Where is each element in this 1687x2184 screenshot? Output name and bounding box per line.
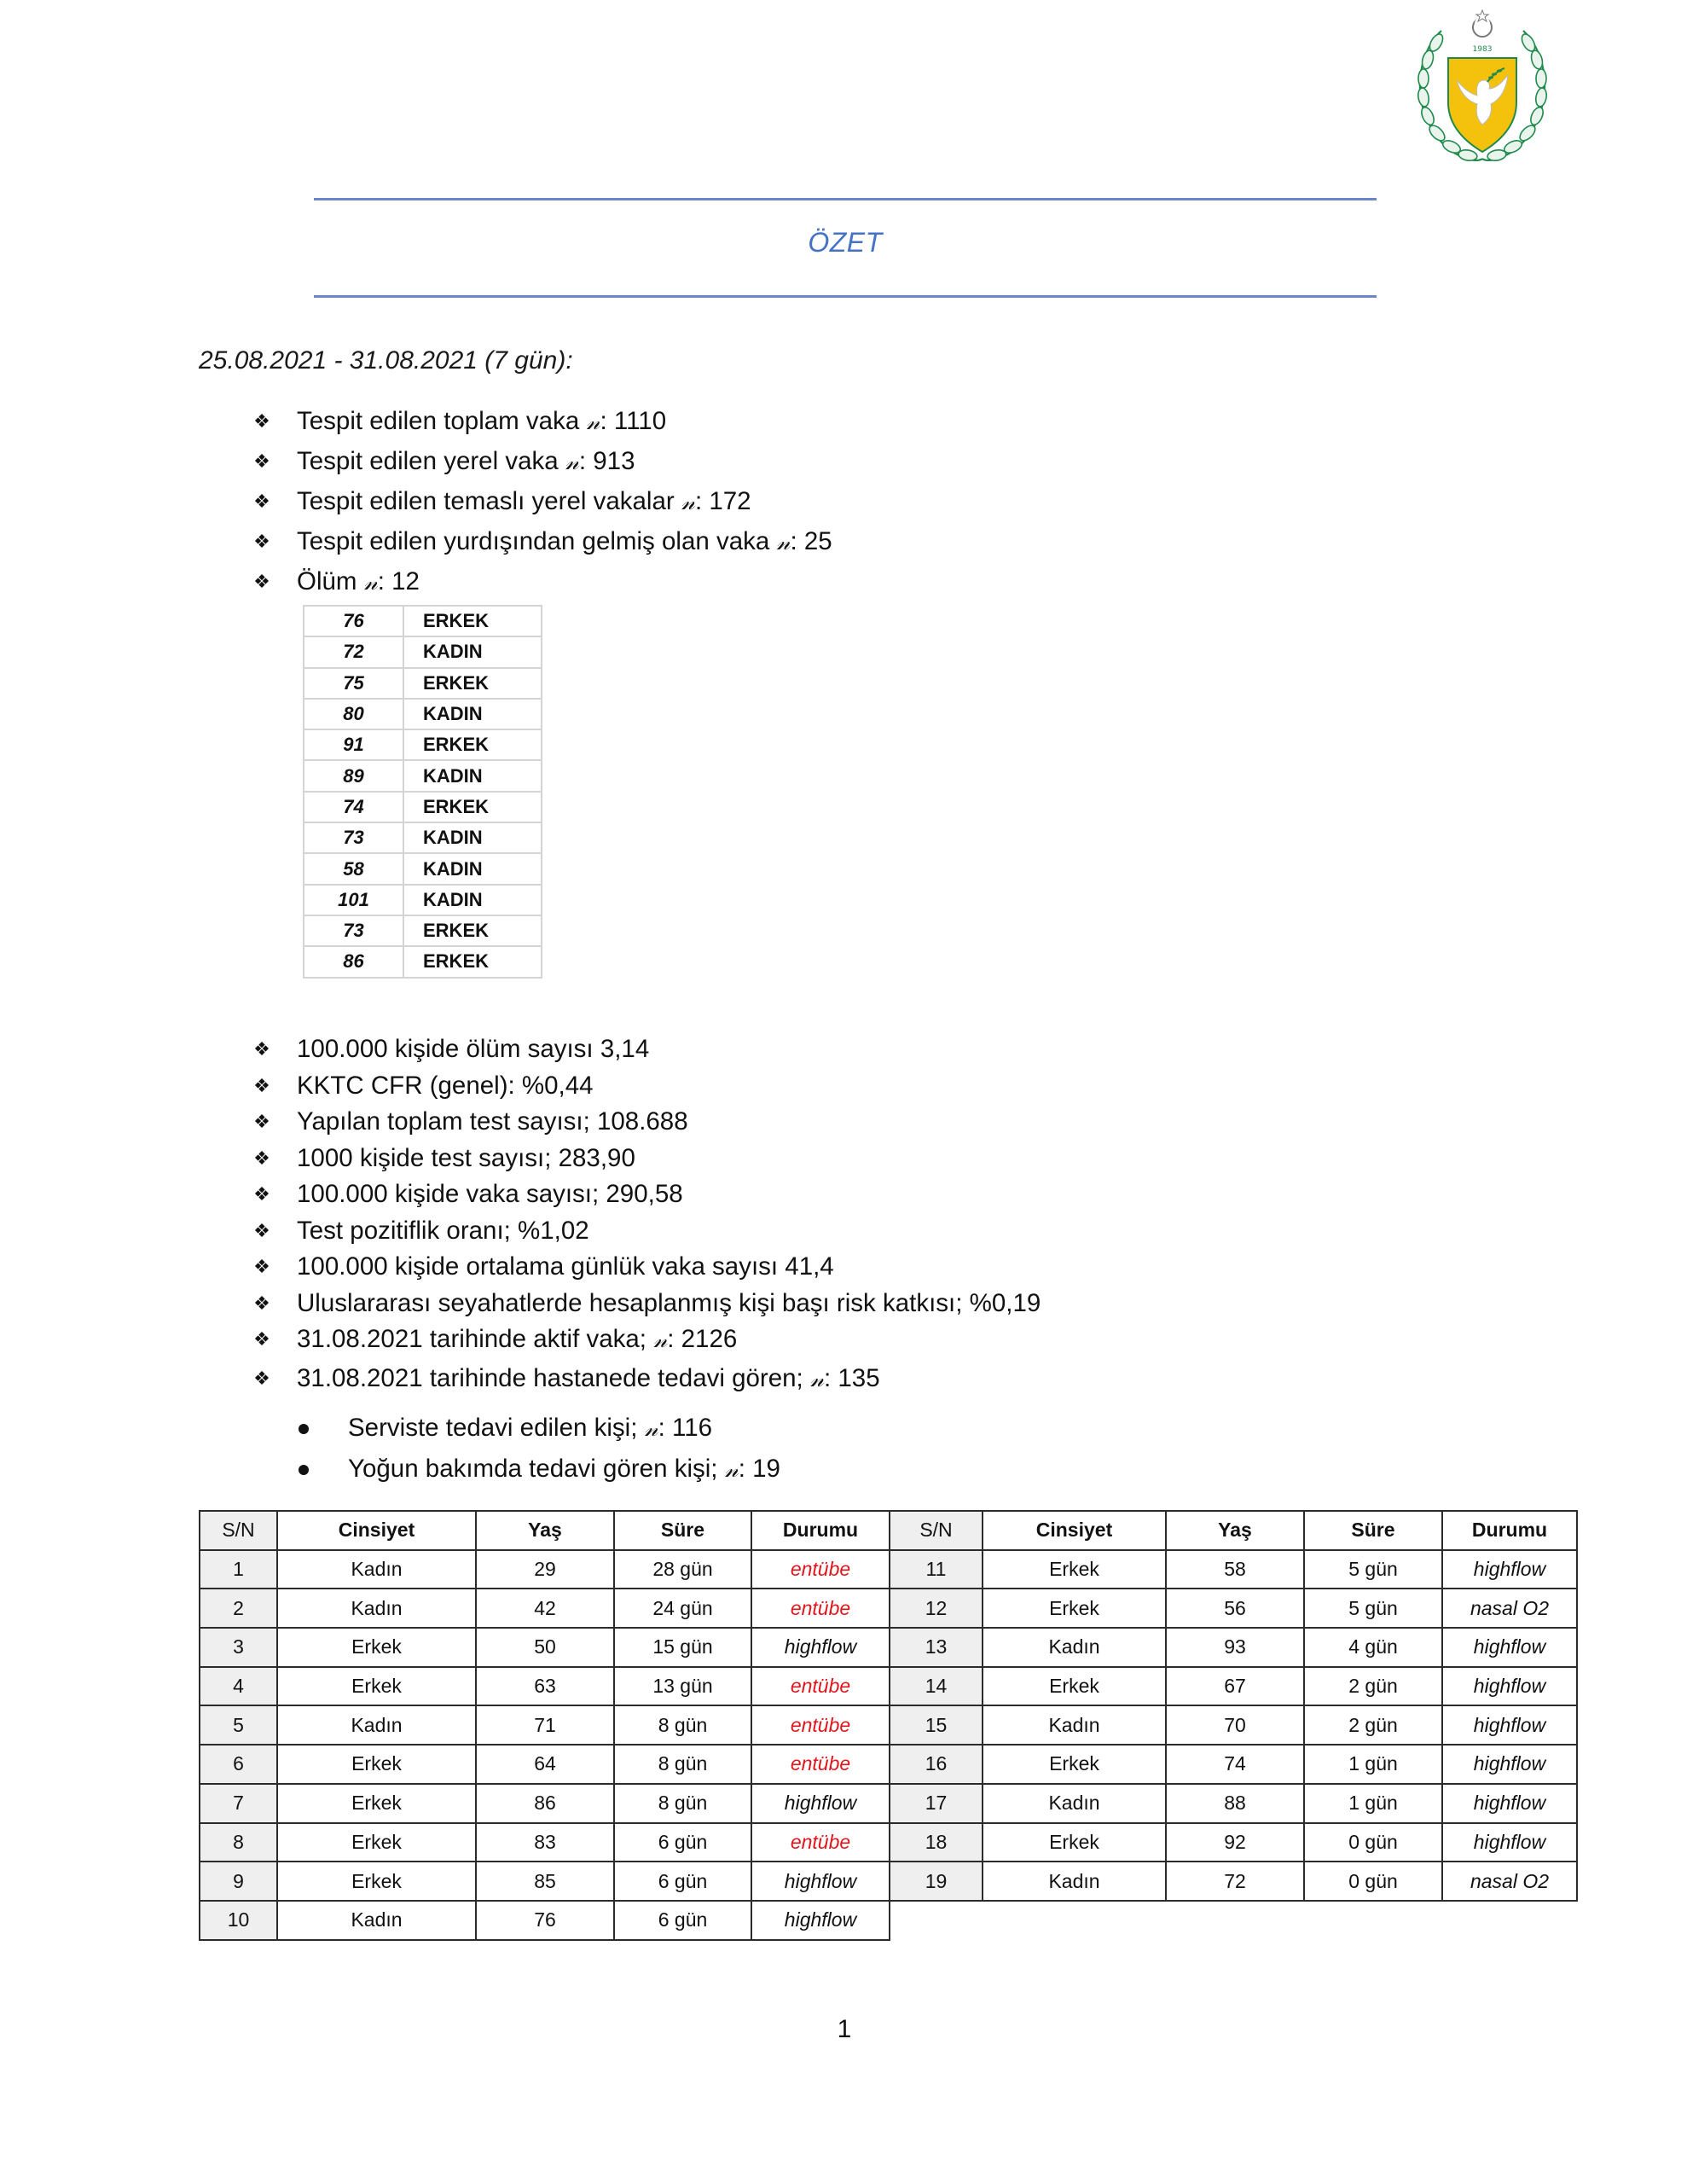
patient-age: 85 <box>476 1862 614 1901</box>
table-row <box>304 885 542 915</box>
death-age: 72 <box>304 636 403 667</box>
death-age: 101 <box>304 885 403 915</box>
death-age: 73 <box>304 822 403 853</box>
n-symbol: 𝓃 <box>644 1416 658 1442</box>
death-age: 86 <box>304 946 403 977</box>
table-row <box>304 822 542 853</box>
patient-age: 56 <box>1166 1589 1304 1628</box>
patient-status: highflow <box>1442 1705 1577 1745</box>
death-sex: KADIN <box>403 699 542 729</box>
death-age: 73 <box>304 915 403 946</box>
patient-sn: 18 <box>890 1823 983 1862</box>
table-row <box>200 1667 1577 1706</box>
coat-of-arms-emblem-icon <box>1406 7 1559 169</box>
patient-sex: Erkek <box>277 1823 476 1862</box>
patient-sn: 7 <box>200 1784 277 1823</box>
page-number: 1 <box>837 2015 852 2043</box>
diamond-bullet-icon: ❖ <box>253 1256 270 1277</box>
patient-sn: 8 <box>200 1823 277 1862</box>
table-header-row <box>200 1511 1577 1550</box>
death-age: 91 <box>304 729 403 760</box>
patient-duration: 8 gün <box>614 1745 751 1784</box>
patient-sn: 1 <box>200 1550 277 1589</box>
n-symbol: 𝓃 <box>724 1457 739 1483</box>
summary-value: : 913 <box>578 447 635 475</box>
hospitalized-patients-table <box>199 1510 1578 1941</box>
table-row <box>200 1823 1577 1862</box>
patient-duration: 5 gün <box>1304 1589 1442 1628</box>
stat-text: 100.000 kişide ölüm sayısı 3,14 <box>297 1035 650 1063</box>
summary-value: : 172 <box>694 487 751 515</box>
patient-age: 72 <box>1166 1862 1304 1901</box>
table-row <box>200 1628 1577 1667</box>
diamond-bullet-icon: ❖ <box>253 491 270 512</box>
stat-value: : 135 <box>823 1363 880 1392</box>
stat-text: Test pozitiflik oranı; %1,02 <box>297 1216 589 1245</box>
diamond-bullet-icon: ❖ <box>253 571 270 592</box>
patient-sex: Erkek <box>277 1745 476 1784</box>
table-row <box>200 1862 1577 1901</box>
stat-text: 31.08.2021 tarihinde hastanede tedavi gören; <box>297 1363 810 1392</box>
death-sex: KADIN <box>403 885 542 915</box>
patient-sn: 19 <box>890 1862 983 1901</box>
table-row <box>200 1589 1577 1628</box>
patient-age: 93 <box>1166 1628 1304 1667</box>
col-sex: Cinsiyet <box>277 1511 476 1550</box>
summary-label: Tespit edilen yerel vaka <box>297 447 559 475</box>
patient-status: highflow <box>1442 1628 1577 1667</box>
table-row <box>200 1745 1577 1784</box>
death-age: 58 <box>304 853 403 884</box>
patient-sn: 16 <box>890 1745 983 1784</box>
sub-text: Serviste tedavi edilen kişi; <box>348 1414 645 1442</box>
patient-sn: 4 <box>200 1667 277 1706</box>
round-bullet-icon <box>299 1424 309 1434</box>
death-age: 76 <box>304 606 403 636</box>
patient-status: entübe <box>751 1667 890 1706</box>
death-sex: ERKEK <box>403 606 542 636</box>
death-sex: KADIN <box>403 822 542 853</box>
patient-duration: 1 gün <box>1304 1745 1442 1784</box>
table-row <box>304 606 542 636</box>
patient-duration: 2 gün <box>1304 1705 1442 1745</box>
death-age: 89 <box>304 760 403 791</box>
patient-age: 50 <box>476 1628 614 1667</box>
patient-sex: Kadın <box>983 1862 1166 1901</box>
table-row <box>304 668 542 699</box>
n-symbol: 𝓃 <box>363 570 378 595</box>
summary-label: Ölüm <box>297 567 357 595</box>
col-duration: Süre <box>614 1511 751 1550</box>
col-sn: S/N <box>890 1511 983 1550</box>
patient-status: entübe <box>751 1745 890 1784</box>
patient-status: nasal O2 <box>1442 1862 1577 1901</box>
death-sex: ERKEK <box>403 792 542 822</box>
patient-duration: 6 gün <box>614 1901 751 1940</box>
patient-status: entübe <box>751 1823 890 1862</box>
patient-sex: Erkek <box>983 1823 1166 1862</box>
n-symbol: 𝓃 <box>809 1366 824 1392</box>
col-sex: Cinsiyet <box>983 1511 1166 1550</box>
death-sex: ERKEK <box>403 915 542 946</box>
header-bottom-rule <box>314 295 1377 298</box>
patient-sn: 12 <box>890 1589 983 1628</box>
diamond-bullet-icon: ❖ <box>253 1147 270 1169</box>
patient-age: 64 <box>476 1745 614 1784</box>
patient-status: highflow <box>1442 1745 1577 1784</box>
patient-sn: 9 <box>200 1862 277 1901</box>
page-title: ÖZET <box>808 227 883 258</box>
patient-age: 71 <box>476 1705 614 1745</box>
patient-sex: Erkek <box>277 1667 476 1706</box>
patient-age: 70 <box>1166 1705 1304 1745</box>
n-symbol: 𝓃 <box>776 530 791 555</box>
n-symbol: 𝓃 <box>681 490 695 515</box>
table-row <box>200 1550 1577 1589</box>
stat-text: 100.000 kişide ortalama günlük vaka sayısı 41,4 <box>297 1252 834 1281</box>
col-duration: Süre <box>1304 1511 1442 1550</box>
patient-sn: 17 <box>890 1784 983 1823</box>
stat-value: : 2126 <box>667 1325 738 1353</box>
patient-sex: Erkek <box>983 1667 1166 1706</box>
stat-text: Uluslararası seyahatlerde hesaplanmış kişi başı risk katkısı; %0,19 <box>297 1288 1041 1317</box>
table-row <box>304 946 542 977</box>
patient-age: 29 <box>476 1550 614 1589</box>
patient-duration: 6 gün <box>614 1823 751 1862</box>
sub-text: Yoğun bakımda tedavi gören kişi; <box>348 1455 725 1483</box>
stat-text: 1000 kişide test sayısı; 283,90 <box>297 1143 635 1172</box>
col-status: Durumu <box>751 1511 890 1550</box>
patient-status: highflow <box>751 1862 890 1901</box>
diamond-bullet-icon: ❖ <box>253 1183 270 1205</box>
patient-sn: 2 <box>200 1589 277 1628</box>
death-sex: ERKEK <box>403 946 542 977</box>
table-row <box>200 1784 1577 1823</box>
patient-duration: 6 gün <box>614 1862 751 1901</box>
patient-status: highflow <box>1442 1667 1577 1706</box>
patient-status: entübe <box>751 1550 890 1589</box>
table-row <box>200 1705 1577 1745</box>
table-row <box>304 729 542 760</box>
patient-sex: Kadın <box>277 1550 476 1589</box>
death-sex: ERKEK <box>403 729 542 760</box>
patient-sex: Erkek <box>277 1862 476 1901</box>
col-sn: S/N <box>200 1511 277 1550</box>
patient-sn: 3 <box>200 1628 277 1667</box>
patient-status: entübe <box>751 1589 890 1628</box>
diamond-bullet-icon: ❖ <box>253 1292 270 1314</box>
patient-sn: 13 <box>890 1628 983 1667</box>
patient-status: highflow <box>1442 1550 1577 1589</box>
death-age: 74 <box>304 792 403 822</box>
sub-value: : 116 <box>658 1414 713 1442</box>
patient-age: 86 <box>476 1784 614 1823</box>
n-symbol: 𝓃 <box>565 450 579 475</box>
diamond-bullet-icon: ❖ <box>253 1367 270 1389</box>
stat-text: 31.08.2021 tarihinde aktif vaka; <box>297 1325 654 1353</box>
patient-sex: Erkek <box>983 1550 1166 1589</box>
patient-duration: 5 gün <box>1304 1550 1442 1589</box>
patient-status: highflow <box>1442 1823 1577 1862</box>
patient-age: 76 <box>476 1901 614 1940</box>
patient-sex: Kadın <box>983 1628 1166 1667</box>
death-sex: KADIN <box>403 853 542 884</box>
patient-sn: 15 <box>890 1705 983 1745</box>
summary-label: Tespit edilen temaslı yerel vakalar <box>297 487 675 515</box>
patient-status: highflow <box>751 1784 890 1823</box>
table-row <box>304 792 542 822</box>
diamond-bullet-icon: ❖ <box>253 410 270 432</box>
patient-status: highflow <box>751 1901 890 1940</box>
patient-status: highflow <box>751 1628 890 1667</box>
diamond-bullet-icon: ❖ <box>253 1038 270 1060</box>
patient-duration: 28 gün <box>614 1550 751 1589</box>
diamond-bullet-icon: ❖ <box>253 1111 270 1132</box>
table-row <box>304 853 542 884</box>
summary-value: : 25 <box>790 527 832 555</box>
empty-cell <box>890 1901 1577 1940</box>
death-sex: ERKEK <box>403 668 542 699</box>
patient-sn: 6 <box>200 1745 277 1784</box>
stat-text: KKTC CFR (genel): %0,44 <box>297 1071 594 1100</box>
diamond-bullet-icon: ❖ <box>253 450 270 472</box>
patient-status: highflow <box>1442 1784 1577 1823</box>
col-age: Yaş <box>1166 1511 1304 1550</box>
patient-status: entübe <box>751 1705 890 1745</box>
svg-text:1983: 1983 <box>1472 45 1493 54</box>
col-status: Durumu <box>1442 1511 1577 1550</box>
death-sex: KADIN <box>403 636 542 667</box>
patient-sn: 5 <box>200 1705 277 1745</box>
table-row <box>200 1901 1577 1940</box>
patient-duration: 13 gün <box>614 1667 751 1706</box>
patient-sn: 10 <box>200 1901 277 1940</box>
patient-sex: Kadın <box>983 1784 1166 1823</box>
patient-sex: Erkek <box>277 1784 476 1823</box>
deaths-table <box>303 605 542 979</box>
patient-sex: Erkek <box>983 1589 1166 1628</box>
table-row <box>304 760 542 791</box>
diamond-bullet-icon: ❖ <box>253 531 270 552</box>
diamond-bullet-icon: ❖ <box>253 1219 270 1241</box>
patient-sex: Erkek <box>277 1628 476 1667</box>
summary-label: Tespit edilen toplam vaka <box>297 407 580 435</box>
patient-age: 83 <box>476 1823 614 1862</box>
summary-value: : 12 <box>377 567 420 595</box>
n-symbol: 𝓃 <box>653 1327 668 1353</box>
patient-sex: Kadın <box>277 1901 476 1940</box>
table-row <box>304 636 542 667</box>
patient-sex: Kadın <box>277 1589 476 1628</box>
summary-label: Tespit edilen yurdışından gelmiş olan vaka <box>297 527 770 555</box>
patient-sn: 14 <box>890 1667 983 1706</box>
patient-duration: 0 gün <box>1304 1862 1442 1901</box>
patient-status: nasal O2 <box>1442 1589 1577 1628</box>
patient-age: 88 <box>1166 1784 1304 1823</box>
patient-age: 63 <box>476 1667 614 1706</box>
patient-duration: 8 gün <box>614 1784 751 1823</box>
patient-duration: 1 gün <box>1304 1784 1442 1823</box>
patient-sex: Erkek <box>983 1745 1166 1784</box>
patient-age: 42 <box>476 1589 614 1628</box>
patient-sn: 11 <box>890 1550 983 1589</box>
death-age: 80 <box>304 699 403 729</box>
patient-duration: 24 gün <box>614 1589 751 1628</box>
patient-duration: 15 gün <box>614 1628 751 1667</box>
stat-text: Yapılan toplam test sayısı; 108.688 <box>297 1107 688 1136</box>
round-bullet-icon <box>299 1465 309 1475</box>
table-row <box>304 915 542 946</box>
patient-sex: Kadın <box>983 1705 1166 1745</box>
sub-value: : 19 <box>738 1455 780 1483</box>
n-symbol: 𝓃 <box>586 410 600 435</box>
diamond-bullet-icon: ❖ <box>253 1328 270 1350</box>
patient-duration: 4 gün <box>1304 1628 1442 1667</box>
patient-duration: 0 gün <box>1304 1823 1442 1862</box>
patient-age: 58 <box>1166 1550 1304 1589</box>
patient-duration: 8 gün <box>614 1705 751 1745</box>
death-age: 75 <box>304 668 403 699</box>
summary-value: : 1110 <box>600 407 667 435</box>
col-age: Yaş <box>476 1511 614 1550</box>
patient-sex: Kadın <box>277 1705 476 1745</box>
diamond-bullet-icon: ❖ <box>253 1074 270 1096</box>
patient-age: 92 <box>1166 1823 1304 1862</box>
header-top-rule <box>314 198 1377 200</box>
patient-age: 67 <box>1166 1667 1304 1706</box>
reporting-period: 25.08.2021 - 31.08.2021 (7 gün): <box>199 346 573 375</box>
death-sex: KADIN <box>403 760 542 791</box>
table-row <box>304 699 542 729</box>
patient-age: 74 <box>1166 1745 1304 1784</box>
stat-text: 100.000 kişide vaka sayısı; 290,58 <box>297 1180 683 1208</box>
patient-duration: 2 gün <box>1304 1667 1442 1706</box>
